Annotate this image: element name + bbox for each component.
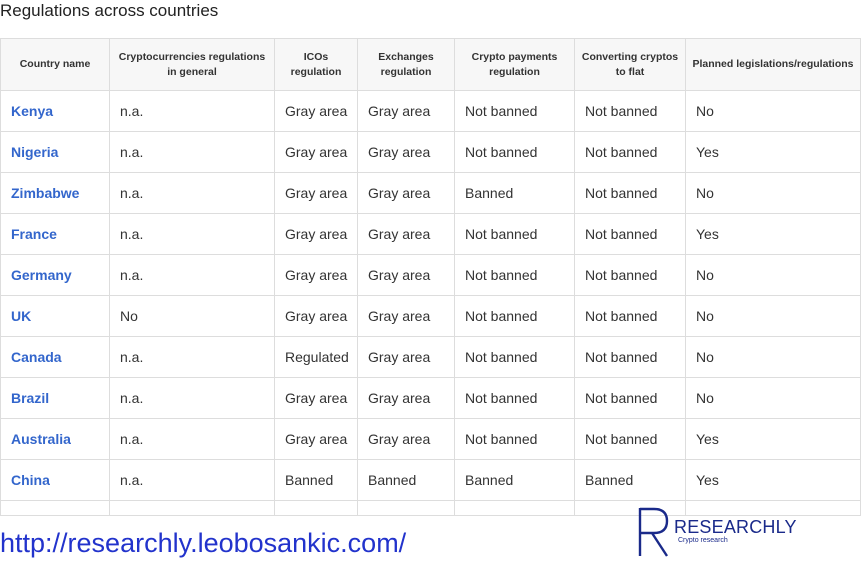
table-cell: No xyxy=(686,337,861,378)
table-row xyxy=(1,460,861,501)
table-cell: Gray area xyxy=(358,132,455,173)
country-link[interactable]: Australia xyxy=(1,419,110,460)
table-cell: Not banned xyxy=(455,255,575,296)
table-cell: No xyxy=(686,378,861,419)
table-cell: Yes xyxy=(686,214,861,255)
table-cell: n.a. xyxy=(110,214,275,255)
table-cell: Not banned xyxy=(455,132,575,173)
table-cell: No xyxy=(686,255,861,296)
table-cell: Not banned xyxy=(575,419,686,460)
header-crypto-regulations[interactable]: Cryptocurrencies regulations in general xyxy=(110,39,275,91)
table-cell: Not banned xyxy=(575,296,686,337)
table-cell: n.a. xyxy=(110,378,275,419)
table-cell: Not banned xyxy=(575,214,686,255)
table-row xyxy=(1,419,861,460)
table-cell: Gray area xyxy=(358,419,455,460)
table-cell: Banned xyxy=(455,460,575,501)
table-cell: Gray area xyxy=(275,214,358,255)
table-cell-empty xyxy=(275,501,358,516)
table-cell: Gray area xyxy=(358,255,455,296)
table-cell: Not banned xyxy=(575,378,686,419)
table-cell: Yes xyxy=(686,132,861,173)
table-cell: Gray area xyxy=(358,91,455,132)
table-row xyxy=(1,378,861,419)
table-cell: n.a. xyxy=(110,337,275,378)
country-link[interactable]: Nigeria xyxy=(1,132,110,173)
table-cell: Yes xyxy=(686,460,861,501)
table-cell: Gray area xyxy=(275,378,358,419)
table-cell: Not banned xyxy=(455,214,575,255)
table-row xyxy=(1,132,861,173)
country-link[interactable]: Germany xyxy=(1,255,110,296)
table-cell: Regulated xyxy=(275,337,358,378)
table-cell: Not banned xyxy=(575,173,686,214)
table-row xyxy=(1,214,861,255)
researchly-logo xyxy=(634,506,798,558)
country-link[interactable]: Brazil xyxy=(1,378,110,419)
table-row xyxy=(1,337,861,378)
table-cell: No xyxy=(686,173,861,214)
table-cell: Banned xyxy=(575,460,686,501)
table-cell: Yes xyxy=(686,419,861,460)
table-cell: Gray area xyxy=(275,132,358,173)
header-country-name[interactable]: Country name xyxy=(1,39,110,91)
table-cell: Gray area xyxy=(275,255,358,296)
country-link[interactable]: Kenya xyxy=(1,91,110,132)
table-cell: Gray area xyxy=(275,419,358,460)
table-cell: Gray area xyxy=(275,173,358,214)
table-cell: Not banned xyxy=(455,337,575,378)
table-cell-empty xyxy=(358,501,455,516)
table-row xyxy=(1,91,861,132)
table-cell: Banned xyxy=(275,460,358,501)
table-row xyxy=(1,255,861,296)
page-title: Regulations across countries xyxy=(0,1,219,20)
table-cell: Banned xyxy=(358,460,455,501)
header-planned-legislations[interactable]: Planned legislations/regulations xyxy=(686,39,861,91)
table-cell: Not banned xyxy=(455,296,575,337)
country-link[interactable]: China xyxy=(1,460,110,501)
country-link[interactable]: UK xyxy=(1,296,110,337)
table-cell: n.a. xyxy=(110,419,275,460)
table-cell: n.a. xyxy=(110,132,275,173)
table-cell-empty xyxy=(455,501,575,516)
table-header-row xyxy=(1,39,861,91)
regulations-table-container xyxy=(0,38,854,512)
table-cell: n.a. xyxy=(110,91,275,132)
table-cell: Gray area xyxy=(358,337,455,378)
table-cell: Banned xyxy=(455,173,575,214)
table-cell: No xyxy=(686,296,861,337)
country-link[interactable]: Canada xyxy=(1,337,110,378)
table-cell: Gray area xyxy=(358,378,455,419)
table-cell: Not banned xyxy=(575,337,686,378)
website-link[interactable]: http://researchly.leobosankic.com/ xyxy=(0,528,407,558)
regulations-table xyxy=(0,38,861,516)
table-cell: Not banned xyxy=(455,419,575,460)
table-cell: n.a. xyxy=(110,255,275,296)
table-cell: Gray area xyxy=(275,91,358,132)
table-cell: Gray area xyxy=(275,296,358,337)
table-cell: Not banned xyxy=(455,378,575,419)
brand-tagline: Crypto research xyxy=(678,537,728,544)
table-cell: Gray area xyxy=(358,214,455,255)
table-cell: n.a. xyxy=(110,460,275,501)
header-icos-regulation[interactable]: ICOs regulation xyxy=(275,39,358,91)
country-link[interactable]: France xyxy=(1,214,110,255)
table-cell: Not banned xyxy=(455,91,575,132)
table-cell: No xyxy=(686,91,861,132)
researchly-r-icon xyxy=(634,506,670,558)
table-row xyxy=(1,296,861,337)
brand-name: RESEARCHLY xyxy=(674,517,797,537)
table-body xyxy=(1,91,861,516)
table-cell: Gray area xyxy=(358,296,455,337)
table-cell: No xyxy=(110,296,275,337)
table-cell: Not banned xyxy=(575,255,686,296)
table-row xyxy=(1,173,861,214)
header-exchanges-regulation[interactable]: Exchanges regulation xyxy=(358,39,455,91)
table-cell: Not banned xyxy=(575,132,686,173)
table-cell: Not banned xyxy=(575,91,686,132)
header-crypto-payments[interactable]: Crypto payments regulation xyxy=(455,39,575,91)
table-cell: n.a. xyxy=(110,173,275,214)
country-link[interactable]: Zimbabwe xyxy=(1,173,110,214)
table-cell-empty xyxy=(110,501,275,516)
table-cell: Gray area xyxy=(358,173,455,214)
header-converting-cryptos[interactable]: Converting cryptos to flat xyxy=(575,39,686,91)
table-cell-empty xyxy=(1,501,110,516)
